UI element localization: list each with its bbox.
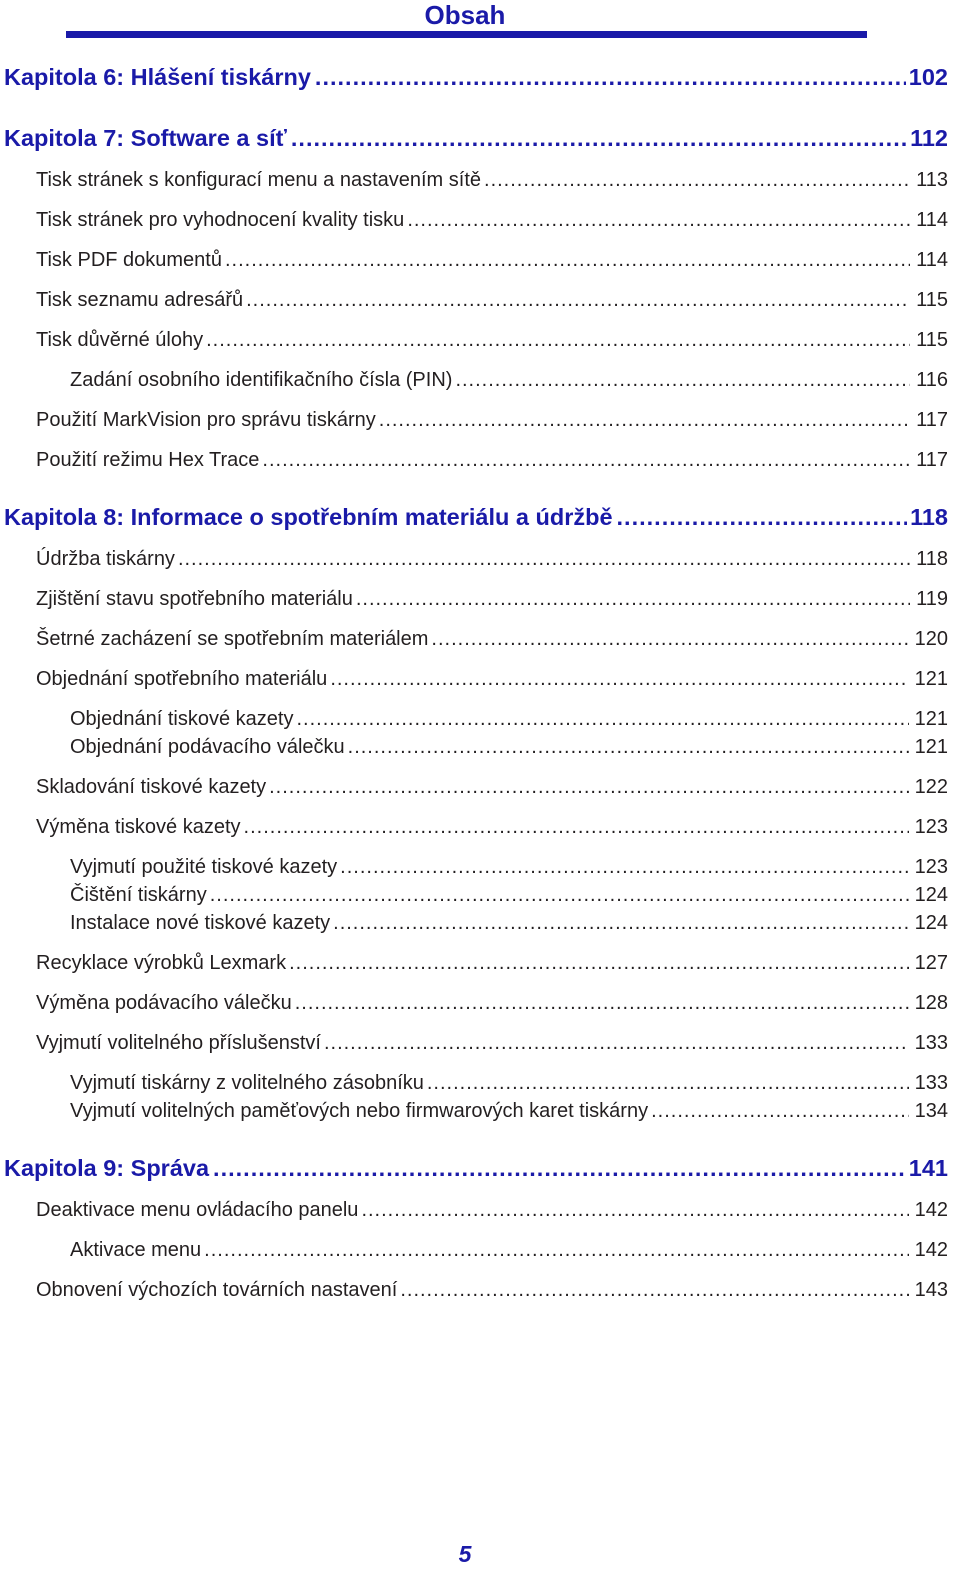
dot-leader xyxy=(651,1100,909,1123)
title-rule xyxy=(66,31,867,38)
toc-page-number: 115 xyxy=(916,289,948,311)
toc-entry-label: Objednání spotřebního materiálu xyxy=(36,668,328,690)
toc-entry-label: Zjištění stavu spotřebního materiálu xyxy=(36,588,353,610)
toc-page-number: 142 xyxy=(914,1239,948,1261)
toc-entry-label: Vyjmutí tiskárny z volitelného zásobníku xyxy=(70,1072,424,1094)
dot-leader xyxy=(246,289,910,312)
toc-page-number: 124 xyxy=(914,912,948,934)
toc-subentry[interactable] xyxy=(70,884,948,907)
toc-page-number: 113 xyxy=(916,169,948,191)
toc-entry-label: Údržba tiskárny xyxy=(36,548,175,570)
dot-leader xyxy=(400,1279,908,1302)
toc-page-number: 118 xyxy=(916,548,948,570)
dot-leader xyxy=(296,708,908,731)
toc-entry[interactable] xyxy=(36,1032,948,1055)
toc-entry-label: Tisk stránek s konfigurací menu a nastavením sítě xyxy=(36,169,482,191)
dot-leader xyxy=(204,1239,908,1262)
toc-entry-label: Aktivace menu xyxy=(70,1239,202,1261)
dot-leader xyxy=(455,369,910,392)
dot-leader xyxy=(213,1155,906,1182)
dot-leader xyxy=(484,169,910,192)
toc-entry[interactable] xyxy=(36,249,948,272)
toc-page-number: 122 xyxy=(914,776,948,798)
dot-leader xyxy=(348,736,909,759)
toc-entry-label: Výměna podávacího válečku xyxy=(36,992,292,1014)
toc-page-number: 118 xyxy=(910,504,948,530)
dot-leader xyxy=(330,668,908,691)
dot-leader xyxy=(379,409,910,432)
toc-page-number: 121 xyxy=(914,668,948,690)
toc-page-number: 142 xyxy=(914,1199,948,1221)
toc-entry-label: Instalace nové tiskové kazety xyxy=(70,912,331,934)
toc-entry-label: Zadání osobního identifikačního čísla (PIN) xyxy=(70,369,453,391)
dot-leader xyxy=(225,249,910,272)
toc-entry-label: Tisk stránek pro vyhodnocení kvality tisku xyxy=(36,209,405,231)
toc-entry-label: Tisk PDF dokumentů xyxy=(36,249,222,271)
toc-entry[interactable] xyxy=(36,1279,948,1302)
toc-subentry[interactable] xyxy=(70,708,948,731)
toc-chapter-label: Kapitola 7: Software a síť xyxy=(4,125,287,151)
toc-page-number: 133 xyxy=(914,1072,948,1094)
toc-entry-label: Použití režimu Hex Trace xyxy=(36,449,260,471)
toc-entry[interactable] xyxy=(36,409,948,432)
toc-entry-label: Objednání podávacího válečku xyxy=(70,736,345,758)
toc-page-number: 133 xyxy=(914,1032,948,1054)
toc-page-number: 121 xyxy=(914,736,948,758)
toc-entry[interactable] xyxy=(36,289,948,312)
toc-page-number: 114 xyxy=(916,209,948,231)
dot-leader xyxy=(289,952,909,975)
toc-page-number: 119 xyxy=(916,588,948,610)
dot-leader xyxy=(210,884,909,907)
toc-entry-label: Tisk důvěrné úlohy xyxy=(36,329,204,351)
toc-page-number: 120 xyxy=(914,628,948,650)
toc-page-number: 123 xyxy=(914,816,948,838)
toc-page-number: 127 xyxy=(914,952,948,974)
toc-subentry[interactable] xyxy=(70,1072,948,1095)
toc-entry-label: Vyjmutí použité tiskové kazety xyxy=(70,856,338,878)
dot-leader xyxy=(361,1199,908,1222)
toc-entry-label: Deaktivace menu ovládacího panelu xyxy=(36,1199,359,1221)
dot-leader xyxy=(315,64,906,91)
toc-subentry[interactable] xyxy=(70,369,948,392)
toc-entry-label: Objednání tiskové kazety xyxy=(70,708,294,730)
dot-leader xyxy=(617,504,908,531)
dot-leader xyxy=(356,588,910,611)
dot-leader xyxy=(427,1072,909,1095)
toc-page-number: 117 xyxy=(916,449,948,471)
toc-entry[interactable] xyxy=(36,449,948,472)
toc-entry[interactable] xyxy=(36,548,948,571)
toc-entry-label: Čištění tiskárny xyxy=(70,884,207,906)
toc-entry[interactable] xyxy=(36,816,948,839)
toc-entry-label: Skladování tiskové kazety xyxy=(36,776,267,798)
toc-page-number: 115 xyxy=(916,329,948,351)
toc-page-number: 117 xyxy=(916,409,948,431)
toc-entry[interactable] xyxy=(36,209,948,232)
toc-entry-label: Tisk seznamu adresářů xyxy=(36,289,244,311)
dot-leader xyxy=(262,449,910,472)
toc-subentry[interactable] xyxy=(70,736,948,759)
toc-page-number: 114 xyxy=(916,249,948,271)
toc-entry[interactable] xyxy=(36,992,948,1015)
toc-chapter-label: Kapitola 8: Informace o spotřebním materiálu a údržbě xyxy=(4,504,613,530)
toc-entry-label: Vyjmutí volitelného příslušenství xyxy=(36,1032,321,1054)
toc-chapter-9[interactable] xyxy=(4,1155,948,1182)
toc-page-number: 141 xyxy=(908,1155,948,1181)
toc-entry[interactable] xyxy=(36,1199,948,1222)
toc-chapter-label: Kapitola 9: Správa xyxy=(4,1155,210,1181)
toc-entry-label: Šetrné zacházení se spotřebním materiálem xyxy=(36,628,429,650)
page-title: Obsah xyxy=(424,0,506,30)
dot-leader xyxy=(333,912,908,935)
toc-page-number: 134 xyxy=(914,1100,948,1122)
toc-subentry[interactable] xyxy=(70,856,948,879)
dot-leader xyxy=(340,856,908,879)
page-number: 5 xyxy=(458,1541,472,1567)
toc-page-number: 121 xyxy=(914,708,948,730)
toc-entry-label: Výměna tiskové kazety xyxy=(36,816,241,838)
toc-page-number: 123 xyxy=(914,856,948,878)
toc-entry[interactable] xyxy=(36,776,948,799)
toc-entry[interactable] xyxy=(36,628,948,651)
toc-entry-label: Použití MarkVision pro správu tiskárny xyxy=(36,409,376,431)
dot-leader xyxy=(244,816,909,839)
dot-leader xyxy=(295,992,909,1015)
toc-chapter-6[interactable] xyxy=(4,64,948,91)
toc-entry[interactable] xyxy=(36,329,948,352)
toc-chapter-label: Kapitola 6: Hlášení tiskárny xyxy=(4,64,311,90)
dot-leader xyxy=(291,125,907,152)
toc-page-number: 124 xyxy=(914,884,948,906)
dot-leader xyxy=(178,548,910,571)
dot-leader xyxy=(324,1032,909,1055)
toc-chapter-8[interactable] xyxy=(4,504,948,531)
dot-leader xyxy=(269,776,909,799)
toc-page-number: 116 xyxy=(916,369,948,391)
toc-entry[interactable] xyxy=(36,169,948,192)
toc-entry[interactable] xyxy=(36,588,948,611)
toc-page-number: 143 xyxy=(914,1279,948,1301)
toc-subentry[interactable] xyxy=(70,1100,948,1123)
dot-leader xyxy=(407,209,910,232)
toc-page-number: 128 xyxy=(914,992,948,1014)
toc-entry[interactable] xyxy=(36,668,948,691)
toc-subentry[interactable] xyxy=(70,912,948,935)
toc-page-number: 102 xyxy=(908,64,948,90)
toc-entry-label: Recyklace výrobků Lexmark xyxy=(36,952,287,974)
toc-entry[interactable] xyxy=(36,952,948,975)
toc-chapter-7[interactable] xyxy=(4,125,948,152)
toc-page-number: 112 xyxy=(910,125,948,151)
toc-entry-label: Obnovení výchozích továrních nastavení xyxy=(36,1279,398,1301)
dot-leader xyxy=(431,628,908,651)
dot-leader xyxy=(206,329,910,352)
toc-entry-label: Vyjmutí volitelných paměťových nebo firmwarových karet tiskárny xyxy=(70,1100,649,1122)
toc-subentry[interactable] xyxy=(70,1239,948,1262)
